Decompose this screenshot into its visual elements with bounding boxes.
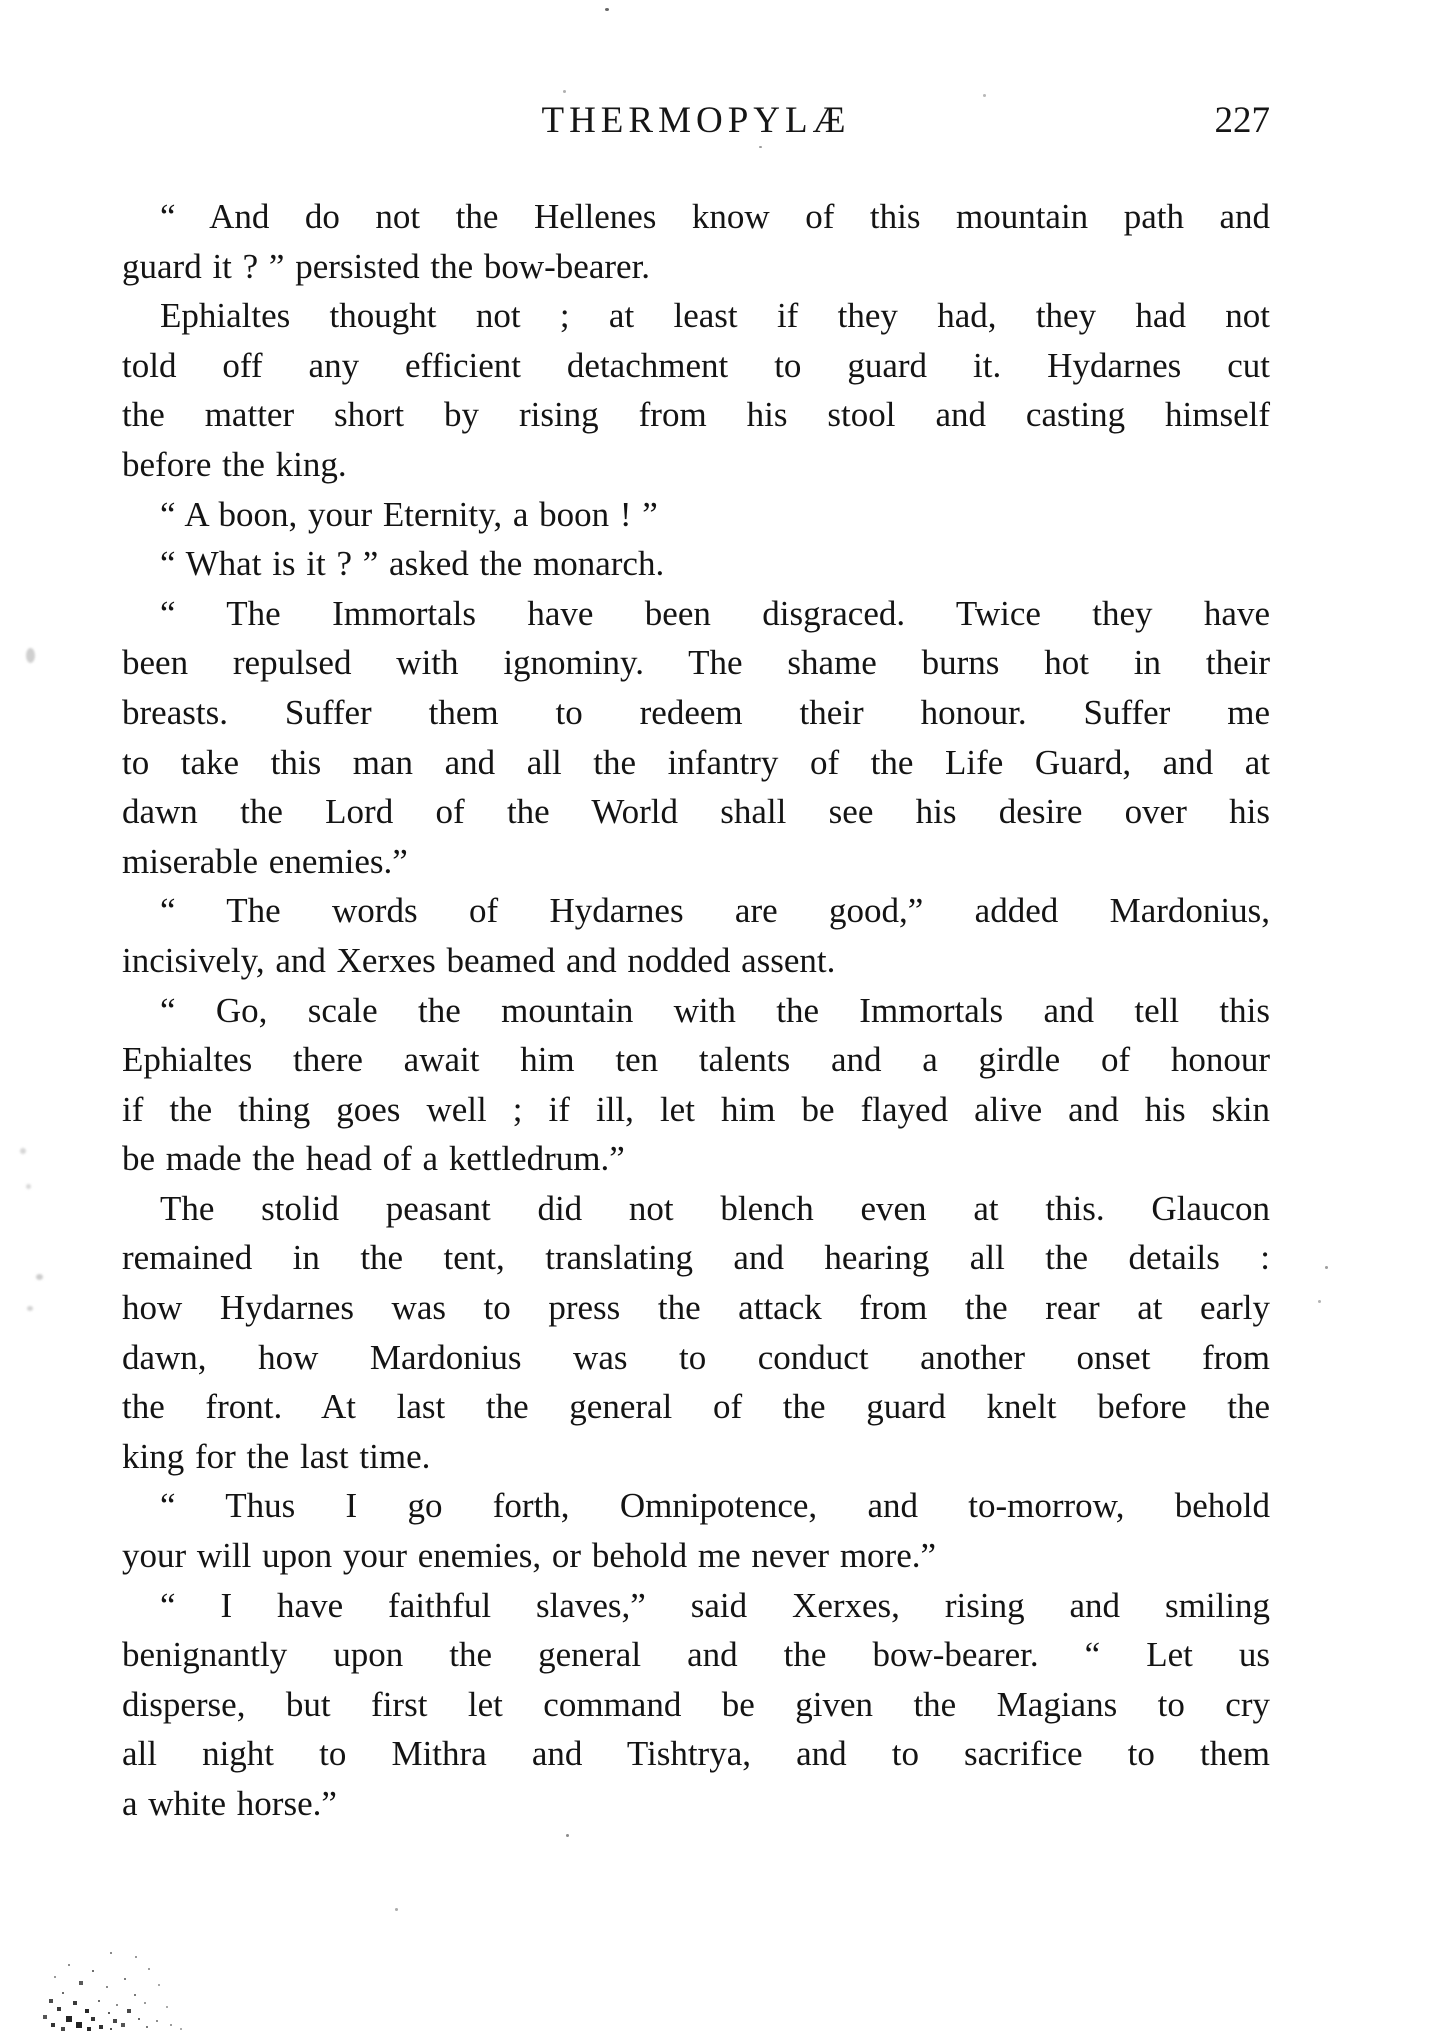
text-line: “ What is it ? ” asked the monarch.: [160, 544, 665, 584]
scan-mark: [36, 1274, 43, 1280]
text-line: king for the last time.: [122, 1436, 431, 1476]
text-line: guard it ? ” persisted the bow-bearer.: [122, 246, 651, 286]
running-title: THERMOPYLÆ: [541, 100, 851, 141]
scan-mark: [605, 8, 609, 11]
text-line: “ The Immortals have been disgraced. Twice they have: [160, 593, 1270, 633]
text-line: “ The words of Hydarnes are good,” added Mardonius,: [160, 891, 1270, 931]
text-line: disperse, but first let command be given the Magians to cry: [122, 1684, 1270, 1724]
text-line: your will upon your enemies, or behold me never more.”: [122, 1536, 937, 1576]
text-line: a white horse.”: [122, 1784, 337, 1823]
text-line: miserable enemies.”: [122, 841, 408, 881]
scan-mark: [1318, 1300, 1321, 1303]
text-line: be made the head of a kettledrum.”: [122, 1139, 625, 1179]
text-line: if the thing goes well ; if ill, let him be flayed alive and his skin: [122, 1089, 1270, 1129]
scan-mark: [759, 146, 762, 148]
scan-mark: [563, 90, 566, 93]
scan-speckle-artifact: [40, 1950, 42, 1952]
scan-mark: [395, 1908, 398, 1911]
text-line: “ Thus I go forth, Omnipotence, and to-morrow, behold: [160, 1486, 1270, 1526]
scan-mark: [983, 94, 986, 97]
text-line: before the king.: [122, 444, 347, 484]
text-line: how Hydarnes was to press the attack from the rear at early: [122, 1288, 1270, 1328]
text-line: The stolid peasant did not blench even at this. Glaucon: [160, 1188, 1270, 1228]
text-line: to take this man and all the infantry of the Life Guard, and at: [122, 742, 1270, 782]
scan-mark: [26, 648, 35, 663]
text-line: remained in the tent, translating and hearing all the details :: [122, 1238, 1270, 1278]
scan-mark: [20, 1148, 26, 1154]
text-line: “ I have faithful slaves,” said Xerxes, rising and smiling: [160, 1585, 1270, 1625]
text-line: been repulsed with ignominy. The shame burns hot in their: [122, 643, 1270, 683]
text-line: Ephialtes there await him ten talents and a girdle of honour: [122, 1040, 1270, 1080]
text-line: “ A boon, your Eternity, a boon ! ”: [160, 494, 658, 534]
scan-mark: [27, 1306, 33, 1311]
text-line: benignantly upon the general and the bow-bearer. “ Let us: [122, 1635, 1270, 1675]
text-line: “ Go, scale the mountain with the Immortals and tell this: [160, 990, 1270, 1030]
text-line: dawn the Lord of the World shall see his desire over his: [122, 792, 1270, 832]
text-line: dawn, how Mardonius was to conduct another onset from: [122, 1337, 1270, 1377]
text-line: the matter short by rising from his stool and casting himself: [122, 395, 1270, 435]
page-number: 227: [1214, 100, 1270, 141]
text-line: all night to Mithra and Tishtrya, and to sacrifice to them: [122, 1734, 1270, 1774]
text-line: “ And do not the Hellenes know of this mountain path and: [160, 197, 1270, 236]
text-line: breasts. Suffer them to redeem their honour. Suffer me: [122, 692, 1270, 732]
scan-mark: [566, 1834, 569, 1837]
scan-mark: [1325, 1266, 1328, 1269]
page-text: [122, 192, 1270, 1829]
text-line: the front. At last the general of the guard knelt before the: [122, 1387, 1270, 1427]
scan-mark: [26, 1184, 31, 1189]
text-line: Ephialtes thought not ; at least if they had, they had not: [160, 296, 1270, 336]
text-line: told off any efficient detachment to guard it. Hydarnes cut: [122, 345, 1270, 385]
page-header: [122, 96, 1270, 146]
text-line: incisively, and Xerxes beamed and nodded assent.: [122, 940, 836, 980]
